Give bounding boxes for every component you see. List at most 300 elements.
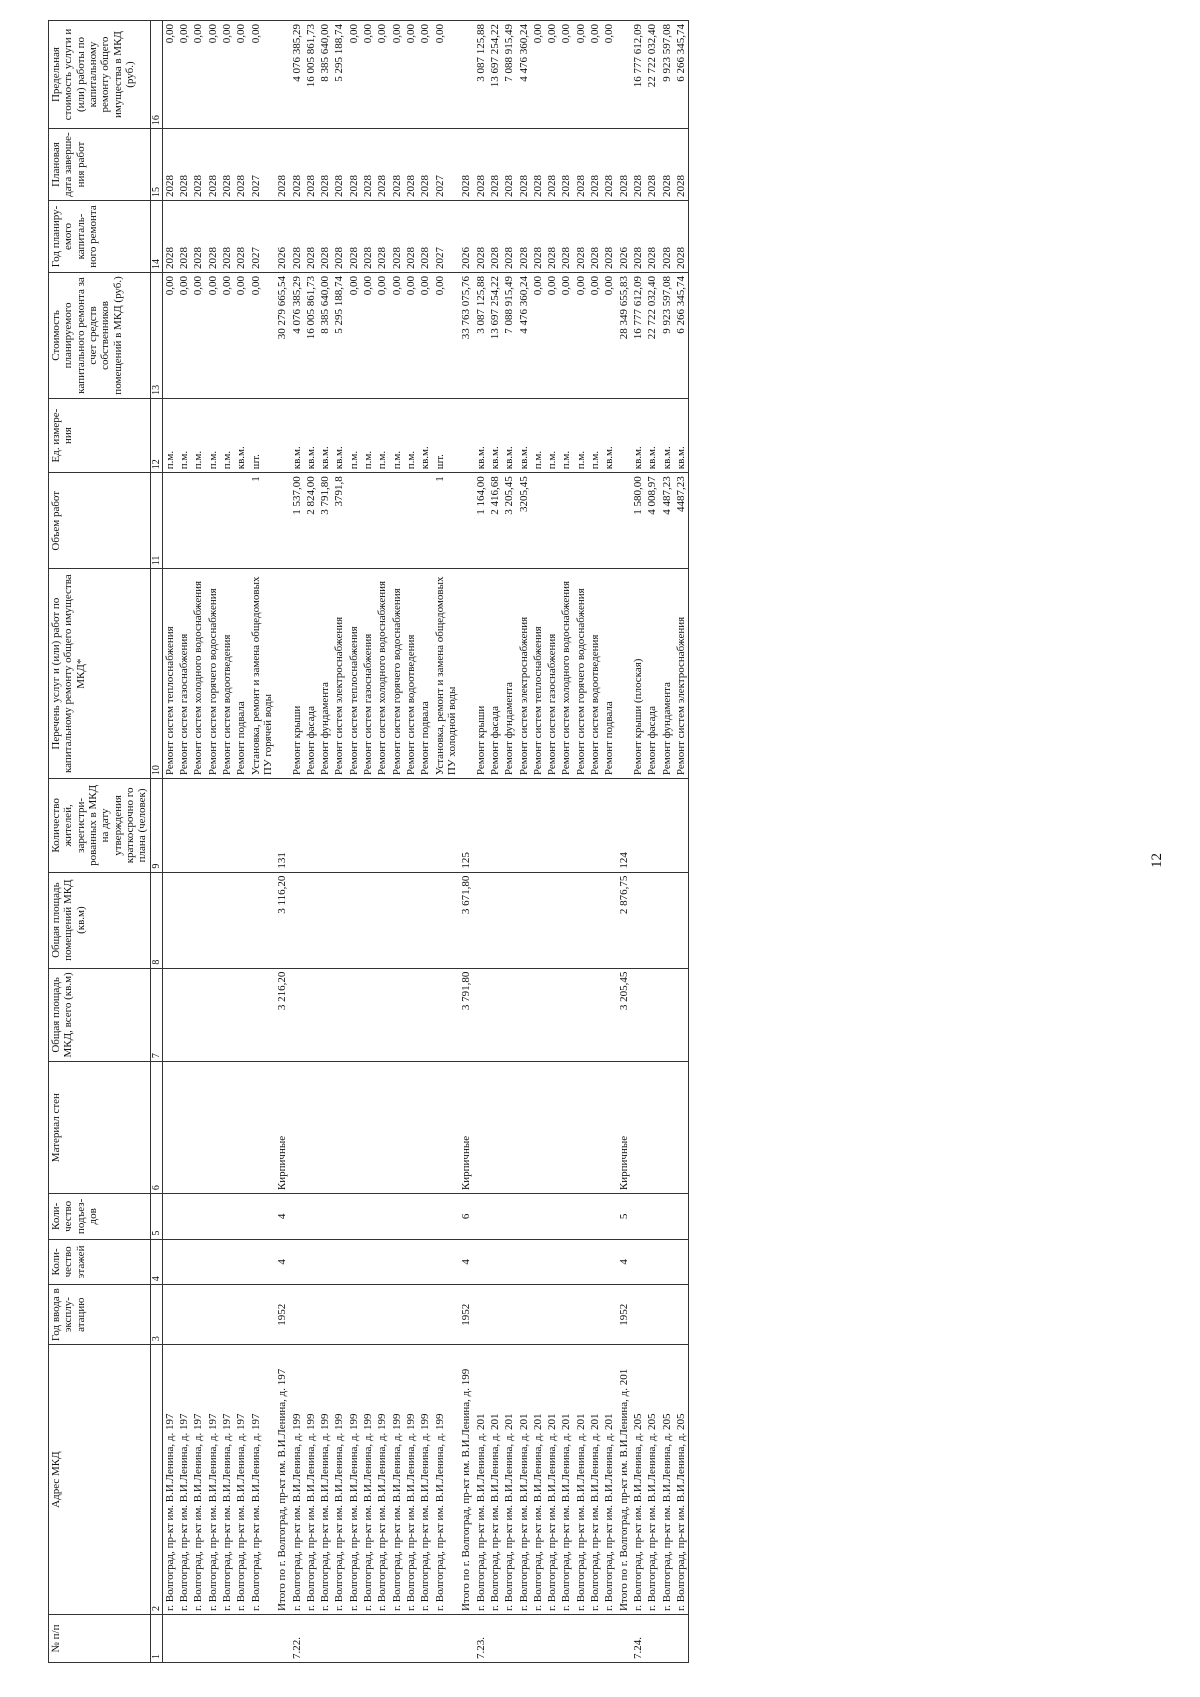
table-cell [404, 473, 418, 569]
table-cell: 0,00 [249, 272, 276, 398]
table-cell: кв.м. [517, 398, 531, 472]
table-cell [234, 1239, 248, 1285]
table-cell [290, 1239, 304, 1285]
table-cell [318, 1194, 332, 1240]
page-number: 12 [1149, 853, 1165, 868]
table-cell [517, 968, 531, 1062]
table-cell: Ремонт фасада [488, 569, 502, 779]
table-cell: 2028 [418, 201, 432, 273]
table-cell [502, 1062, 516, 1194]
table-cell [502, 1285, 516, 1345]
table-cell [318, 779, 332, 873]
table-cell: 3 205,45 [502, 473, 516, 569]
table-cell [220, 1285, 234, 1345]
table-cell: 1 164,00 [474, 473, 488, 569]
table-cell: кв.м. [645, 398, 659, 472]
table-cell: 2028 [474, 129, 488, 201]
table-cell: г. Волгоград, пр-кт им. В.И.Ленина, д. 197 [177, 1345, 191, 1615]
table-cell: 30 279 665,54 [275, 272, 289, 398]
table-cell: 1 [433, 473, 460, 569]
table-cell [404, 1285, 418, 1345]
column-number: 8 [150, 872, 162, 968]
table-cell: 125 [459, 779, 473, 873]
table-cell [574, 1194, 588, 1240]
table-cell [332, 1285, 346, 1345]
table-cell: 7 088 915,49 [502, 21, 516, 129]
table-cell [162, 1239, 177, 1285]
table-cell [275, 473, 289, 569]
table-cell [660, 872, 674, 968]
table-row [332, 21, 346, 1663]
table-cell [318, 1062, 332, 1194]
table-cell: 22 722 032,40 [645, 21, 659, 129]
table-cell: п.м. [390, 398, 404, 472]
table-cell [617, 21, 631, 129]
table-row [433, 21, 460, 1663]
table-cell: Ремонт подвала [234, 569, 248, 779]
table-cell [318, 968, 332, 1062]
table-cell: 0,00 [418, 272, 432, 398]
table-cell: 4 476 360,24 [517, 21, 531, 129]
table-cell: г. Волгоград, пр-кт им. В.И.Ленина, д. 201 [602, 1345, 616, 1615]
table-cell [249, 779, 276, 873]
table-cell: 0,00 [390, 21, 404, 129]
table-cell [162, 1194, 177, 1240]
table-cell [191, 1615, 205, 1663]
table-cell [418, 779, 432, 873]
table-cell [531, 1239, 545, 1285]
table-cell [206, 1285, 220, 1345]
table-cell [574, 1062, 588, 1194]
table-cell: 4 008,97 [645, 473, 659, 569]
table-cell: 2 824,00 [304, 473, 318, 569]
table-cell [418, 872, 432, 968]
table-cell [545, 473, 559, 569]
table-row [531, 21, 545, 1663]
table-cell [418, 473, 432, 569]
table-cell: 0,00 [545, 21, 559, 129]
table-cell: 0,00 [347, 21, 361, 129]
table-cell: Ремонт систем электроснабжения [332, 569, 346, 779]
table-cell: 2028 [290, 201, 304, 273]
table-cell: 2028 [517, 201, 531, 273]
table-cell [177, 473, 191, 569]
table-cell: 6 [459, 1194, 473, 1240]
table-cell: г. Волгоград, пр-кт им. В.И.Ленина, д. 201 [488, 1345, 502, 1615]
table-cell [332, 779, 346, 873]
table-cell [488, 1615, 502, 1663]
table-cell [645, 1239, 659, 1285]
table-cell [645, 968, 659, 1062]
table-cell [177, 872, 191, 968]
table-cell [162, 1285, 177, 1345]
table-cell [347, 872, 361, 968]
table-cell [459, 21, 473, 129]
table-cell [645, 872, 659, 968]
table-cell [588, 1062, 602, 1194]
table-cell [574, 473, 588, 569]
table-cell: 3 216,20 [275, 968, 289, 1062]
table-cell: кв.м. [502, 398, 516, 472]
table-cell [660, 1285, 674, 1345]
table-cell: Ремонт систем газоснабжения [545, 569, 559, 779]
table-cell [574, 968, 588, 1062]
table-cell: 4 476 360,24 [517, 272, 531, 398]
table-cell: г. Волгоград, пр-кт им. В.И.Ленина, д. 205 [660, 1345, 674, 1615]
table-cell: 0,00 [531, 272, 545, 398]
table-cell [617, 1615, 631, 1663]
table-cell [517, 1062, 531, 1194]
table-cell: кв.м. [332, 398, 346, 472]
table-cell: г. Волгоград, пр-кт им. В.И.Ленина, д. 197 [234, 1345, 248, 1615]
table-cell [433, 872, 460, 968]
table-cell: 2027 [249, 201, 276, 273]
table-cell [545, 1194, 559, 1240]
table-row [304, 21, 318, 1663]
table-cell: Итого по г. Волгоград, пр-кт им. В.И.Ленина, д. 199 [459, 1345, 473, 1615]
table-row [404, 21, 418, 1663]
table-cell [433, 1194, 460, 1240]
table-cell [459, 569, 473, 779]
table-cell [206, 473, 220, 569]
table-cell: 0,00 [206, 21, 220, 129]
table-cell: 2027 [249, 129, 276, 201]
table-cell [602, 1615, 616, 1663]
table-cell [162, 473, 177, 569]
table-row [220, 21, 234, 1663]
table-row [234, 21, 248, 1663]
table-cell: 2028 [361, 201, 375, 273]
table-cell: г. Волгоград, пр-кт им. В.И.Ленина, д. 205 [674, 1345, 689, 1615]
table-row [318, 21, 332, 1663]
table-cell [332, 1194, 346, 1240]
table-cell [588, 1285, 602, 1345]
table-cell: 7 088 915,49 [502, 272, 516, 398]
table-cell: 3 791,80 [459, 968, 473, 1062]
table-cell: 124 [617, 779, 631, 873]
table-cell: 4 076 385,29 [290, 272, 304, 398]
table-cell [674, 968, 689, 1062]
table-cell: 3 205,45 [617, 968, 631, 1062]
table-cell: кв.м. [631, 398, 645, 472]
table-cell [347, 1615, 361, 1663]
table-cell [588, 1194, 602, 1240]
table-cell [674, 1239, 689, 1285]
table-cell [191, 1062, 205, 1194]
table-cell [488, 779, 502, 873]
table-cell [177, 1194, 191, 1240]
table-cell: Ремонт систем теплоснабжения [162, 569, 177, 779]
column-number: 13 [150, 272, 162, 398]
table-row [502, 21, 516, 1663]
column-number: 10 [150, 569, 162, 779]
table-cell: 2028 [645, 201, 659, 273]
column-header: Общая площадь помещений МКД (кв.м) [49, 872, 151, 968]
table-cell [602, 1062, 616, 1194]
table-cell [162, 872, 177, 968]
table-cell [206, 1615, 220, 1663]
table-cell [631, 1239, 645, 1285]
table-cell: 3791,8 [332, 473, 346, 569]
table-cell [660, 968, 674, 1062]
table-cell [488, 1285, 502, 1345]
table-cell: 2028 [234, 201, 248, 273]
table-cell [545, 872, 559, 968]
table-cell [347, 1239, 361, 1285]
table-cell [433, 1615, 460, 1663]
table-cell: г. Волгоград, пр-кт им. В.И.Ленина, д. 197 [249, 1345, 276, 1615]
table-cell [502, 872, 516, 968]
table-cell [559, 968, 573, 1062]
table-row [275, 21, 289, 1663]
table-cell [474, 968, 488, 1062]
table-cell [206, 779, 220, 873]
table-cell: 2028 [304, 201, 318, 273]
table-cell: 0,00 [574, 272, 588, 398]
table-cell: 2028 [191, 201, 205, 273]
table-cell: Кирпичные [275, 1062, 289, 1194]
table-cell [332, 968, 346, 1062]
table-cell [545, 1062, 559, 1194]
table-cell [404, 1239, 418, 1285]
table-cell: г. Волгоград, пр-кт им. В.И.Ленина, д. 201 [474, 1345, 488, 1615]
table-cell: 1952 [275, 1285, 289, 1345]
table-cell: г. Волгоград, пр-кт им. В.И.Ленина, д. 205 [631, 1345, 645, 1615]
table-cell [588, 1239, 602, 1285]
table-cell: г. Волгоград, пр-кт им. В.И.Ленина, д. 199 [347, 1345, 361, 1615]
table-cell [304, 1239, 318, 1285]
table-cell [602, 1194, 616, 1240]
table-cell: 2028 [290, 129, 304, 201]
table-cell [588, 473, 602, 569]
table-cell: 2 416,68 [488, 473, 502, 569]
table-cell: кв.м. [318, 398, 332, 472]
column-header: Количество жителей, зарегистри-рованных в МКД на дату утверждения краткосрочно го плана (человек) [49, 779, 151, 873]
table-cell: 2028 [220, 201, 234, 273]
table-row [162, 21, 177, 1663]
table-cell: г. Волгоград, пр-кт им. В.И.Ленина, д. 197 [220, 1345, 234, 1615]
table-cell [375, 1194, 389, 1240]
table-cell [517, 1285, 531, 1345]
table-cell: Ремонт фасада [304, 569, 318, 779]
table-cell [347, 1062, 361, 1194]
table-cell: 2028 [404, 129, 418, 201]
table-cell: 1 [249, 473, 276, 569]
table-cell: шт. [433, 398, 460, 472]
column-number: 11 [150, 473, 162, 569]
table-cell [234, 1194, 248, 1240]
table-cell: Ремонт систем теплоснабжения [531, 569, 545, 779]
column-header: № п/п [49, 1615, 151, 1663]
table-row [602, 21, 616, 1663]
table-cell [517, 1239, 531, 1285]
table-cell: 2028 [559, 201, 573, 273]
column-header: Коли-чество подъез-дов [49, 1194, 151, 1240]
table-cell: 2028 [191, 129, 205, 201]
table-cell: 2028 [375, 129, 389, 201]
table-cell [474, 1194, 488, 1240]
table-cell: 0,00 [162, 272, 177, 398]
table-cell [502, 1194, 516, 1240]
table-cell [191, 473, 205, 569]
table-cell: 2028 [220, 129, 234, 201]
table-row [206, 21, 220, 1663]
table-cell [559, 1285, 573, 1345]
table-cell [249, 1285, 276, 1345]
table-cell [617, 473, 631, 569]
table-row [361, 21, 375, 1663]
table-cell: 1952 [459, 1285, 473, 1345]
table-cell: 2028 [418, 129, 432, 201]
table-cell [474, 779, 488, 873]
table-cell: 16 777 612,09 [631, 272, 645, 398]
table-cell [347, 473, 361, 569]
table-cell [674, 1062, 689, 1194]
table-cell [332, 1239, 346, 1285]
table-cell: 2028 [531, 201, 545, 273]
table-cell: Ремонт подвала [602, 569, 616, 779]
table-cell [234, 1062, 248, 1194]
table-cell [191, 872, 205, 968]
table-cell [588, 779, 602, 873]
table-cell: 9 923 597,08 [660, 21, 674, 129]
table-cell: 2028 [390, 201, 404, 273]
column-number-row [150, 21, 162, 1663]
table-cell [488, 1194, 502, 1240]
table-cell: 0,00 [361, 21, 375, 129]
table-cell [559, 1615, 573, 1663]
table-cell [617, 398, 631, 472]
table-cell: п.м. [220, 398, 234, 472]
table-cell [674, 1615, 689, 1663]
table-cell: Итого по г. Волгоград, пр-кт им. В.И.Ленина, д. 197 [275, 1345, 289, 1615]
table-cell [375, 1285, 389, 1345]
table-cell [332, 1615, 346, 1663]
table-cell [361, 1285, 375, 1345]
table-cell [418, 968, 432, 1062]
table-cell [645, 1615, 659, 1663]
table-cell [390, 779, 404, 873]
table-cell [220, 968, 234, 1062]
table-cell [375, 1062, 389, 1194]
table-cell: 3205,45 [517, 473, 531, 569]
table-cell [645, 1285, 659, 1345]
table-cell: Ремонт фундамента [318, 569, 332, 779]
table-cell: 16 777 612,09 [631, 21, 645, 129]
table-cell: кв.м. [304, 398, 318, 472]
table-cell: 4487,23 [674, 473, 689, 569]
table-cell [347, 968, 361, 1062]
table-cell: 2028 [162, 201, 177, 273]
table-cell [545, 1285, 559, 1345]
table-cell [502, 968, 516, 1062]
table-cell: Итого по г. Волгоград, пр-кт им. В.И.Ленина, д. 201 [617, 1345, 631, 1615]
table-cell: Ремонт систем горячего водоснабжения [390, 569, 404, 779]
table-cell [234, 1285, 248, 1345]
table-cell [645, 779, 659, 873]
table-cell [545, 968, 559, 1062]
table-cell: кв.м. [674, 398, 689, 472]
table-cell: 2028 [275, 129, 289, 201]
table-cell: г. Волгоград, пр-кт им. В.И.Ленина, д. 199 [375, 1345, 389, 1615]
table-cell: п.м. [162, 398, 177, 472]
table-cell [418, 1062, 432, 1194]
table-cell: 2028 [674, 201, 689, 273]
table-cell: г. Волгоград, пр-кт им. В.И.Ленина, д. 201 [588, 1345, 602, 1615]
table-cell: 8 385 640,00 [318, 272, 332, 398]
table-cell: 4 [459, 1239, 473, 1285]
table-cell [162, 779, 177, 873]
table-cell [545, 1239, 559, 1285]
table-cell [206, 872, 220, 968]
table-cell: г. Волгоград, пр-кт им. В.И.Ленина, д. 199 [290, 1345, 304, 1615]
table-cell [361, 1062, 375, 1194]
table-cell: 0,00 [390, 272, 404, 398]
table-cell: 0,00 [404, 272, 418, 398]
table-cell: Ремонт систем горячего водоснабжения [574, 569, 588, 779]
table-cell [660, 1239, 674, 1285]
table-cell [474, 872, 488, 968]
table-cell [191, 1239, 205, 1285]
table-cell [574, 1239, 588, 1285]
table-cell [531, 1285, 545, 1345]
table-cell [588, 968, 602, 1062]
table-cell [418, 1285, 432, 1345]
table-cell: 0,00 [375, 21, 389, 129]
table-cell: кв.м. [418, 398, 432, 472]
column-number: 5 [150, 1194, 162, 1240]
table-cell: 2028 [531, 129, 545, 201]
column-number: 4 [150, 1239, 162, 1285]
table-cell [517, 779, 531, 873]
table-cell [418, 1239, 432, 1285]
table-cell [418, 1615, 432, 1663]
table-cell: 2028 [404, 201, 418, 273]
column-number: 12 [150, 398, 162, 472]
table-cell: Ремонт фасада [645, 569, 659, 779]
table-cell [588, 872, 602, 968]
table-cell: Ремонт систем холодного водоснабжения [559, 569, 573, 779]
table-cell [390, 1615, 404, 1663]
table-cell [162, 1062, 177, 1194]
column-number: 7 [150, 968, 162, 1062]
table-cell: Кирпичные [459, 1062, 473, 1194]
table-cell [177, 968, 191, 1062]
table-cell: 6 266 345,74 [674, 272, 689, 398]
table-cell [404, 968, 418, 1062]
table-cell [206, 968, 220, 1062]
table-cell: г. Волгоград, пр-кт им. В.И.Ленина, д. 197 [206, 1345, 220, 1615]
table-cell [433, 779, 460, 873]
table-cell [488, 968, 502, 1062]
table-cell [660, 1615, 674, 1663]
table-cell: 16 005 861,73 [304, 272, 318, 398]
table-cell: 0,00 [559, 272, 573, 398]
table-cell: г. Волгоград, пр-кт им. В.И.Ленина, д. 199 [304, 1345, 318, 1615]
table-cell: Ремонт систем горячего водоснабжения [206, 569, 220, 779]
table-cell [234, 968, 248, 1062]
table-cell [361, 473, 375, 569]
table-cell: п.м. [531, 398, 545, 472]
column-number: 9 [150, 779, 162, 873]
table-row [418, 21, 432, 1663]
table-cell [531, 473, 545, 569]
table-cell: 0,00 [220, 272, 234, 398]
table-cell: 7.23. [474, 1615, 488, 1663]
table-cell: Ремонт крыши [290, 569, 304, 779]
table-cell [332, 872, 346, 968]
table-cell [645, 1062, 659, 1194]
